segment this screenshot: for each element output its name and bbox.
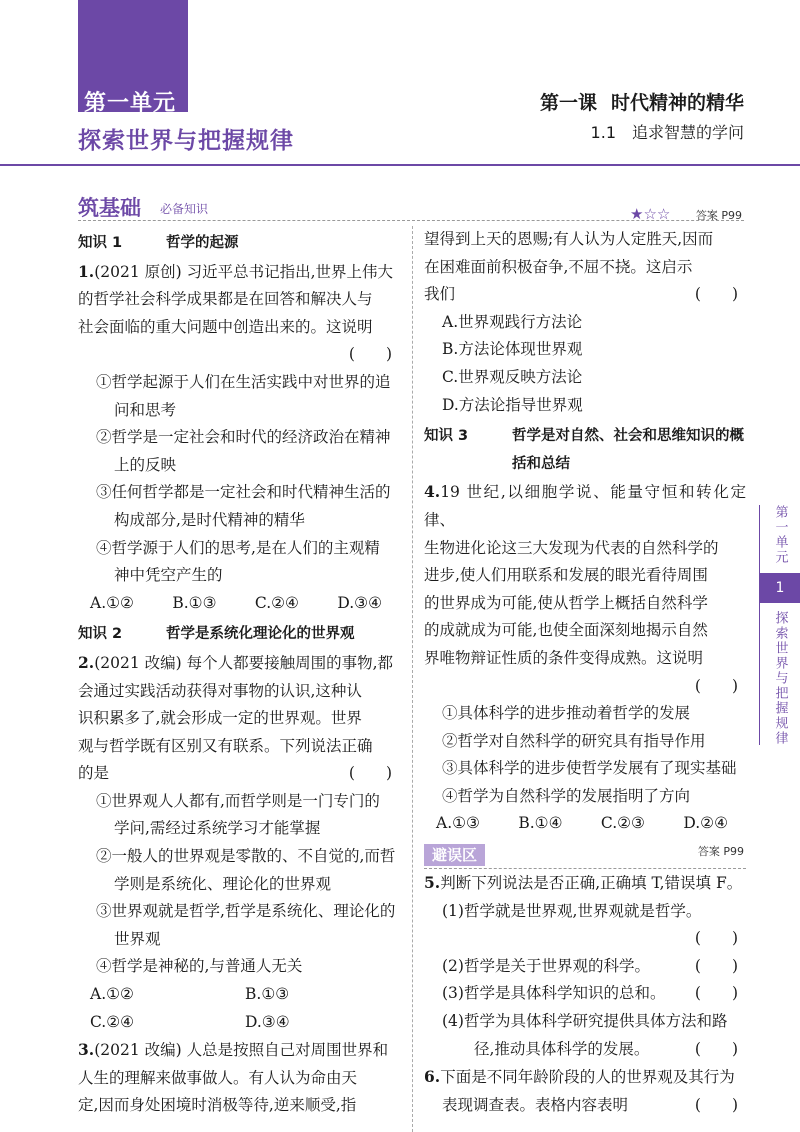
answer-blank[interactable]: ( )	[694, 676, 738, 695]
answer-blank[interactable]: ( )	[694, 1039, 738, 1058]
knowledge-point-3: 知识 3 哲学是对自然、社会和思维知识的概 括和总结	[424, 428, 744, 472]
choice-c[interactable]: C.②③	[600, 814, 645, 833]
lesson-prefix: 第一课	[539, 92, 597, 114]
choices-row	[78, 981, 400, 1009]
statement-4: (4)哲学为具体科学研究提供具体方法和路 径,推动具体科学的发展。 ( )	[424, 1008, 746, 1063]
unit-label: 第一单元	[84, 91, 177, 116]
section-bar-title: 筑基础	[78, 196, 141, 220]
choice-a[interactable]: A.世界观践行方法论	[442, 312, 583, 331]
answer-blank[interactable]: ( )	[694, 984, 738, 1003]
difficulty-stars-icon: ★☆☆	[630, 205, 671, 223]
question-6: 6.下面是不同年龄阶段的人的世界观及其行为 表现调查表。表格内容表明 ( )	[424, 1063, 746, 1119]
right-column	[424, 226, 746, 1119]
choices-row	[78, 590, 400, 618]
choice-a[interactable]: A.①②	[90, 593, 134, 612]
choice-c[interactable]: C.世界观反映方法论	[442, 367, 583, 386]
error-zone-title: 避误区	[424, 844, 485, 866]
option-4: ④哲学源于人们的思考,是在人们的主观精 神中凭空产生的	[96, 538, 380, 585]
answer-blank[interactable]: ( )	[348, 764, 392, 783]
answer-reference: 答案 P99	[695, 209, 742, 222]
statement-3: (3)哲学是具体科学知识的总和。 ( )	[424, 980, 746, 1008]
lesson-title	[540, 88, 744, 115]
column-divider	[412, 226, 413, 1132]
section-bar-tag: 必备知识	[160, 202, 209, 216]
question-2: 2.(2021 改编) 每个人都要接触周围的事物,都 会通过实践活动获得对事物的认识,这种认 识积累多了,就会形成一定的世界观。世界 观与哲学既有区别又有联系。下列说法正确 的是 ( ) ①世界观人人都有,而哲学则是一门专门的 学问,需经过系统学习才能掌握 ②一般人的世界观是零散的、不自觉的,而哲 学则是系统化、理论化的世界观 ③世界观就是哲学,哲学是系统化、理论化的 世界观 ④哲学是神秘的,与普通人无关 A.①② B.①③ C.②④ D.③④	[78, 649, 400, 1036]
side-tab-unit: 第一单元	[772, 505, 788, 565]
answer-reference: 答案 P99	[697, 845, 744, 859]
choice-a[interactable]: A.①②	[90, 985, 134, 1004]
option-4: ④哲学为自然科学的发展指明了方向	[442, 786, 691, 805]
statement-2: (2)哲学是关于世界观的科学。 ( )	[424, 953, 746, 981]
option-1: ①具体科学的进步推动着哲学的发展	[442, 704, 691, 723]
choice-c[interactable]: C.②④	[90, 1012, 135, 1031]
choice-b[interactable]: B.①③	[245, 985, 290, 1004]
section-title: 1.1 追求智慧的学问	[590, 123, 744, 142]
answer-blank[interactable]: ( )	[694, 929, 738, 948]
answer-blank[interactable]: ( )	[348, 345, 392, 364]
option-3: ③任何哲学都是一定社会和时代精神生活的 构成部分,是时代精神的精华	[96, 483, 391, 529]
question-1: 1.(2021 原创) 习近平总书记指出,世界上伟大 的哲学社会科学成果都是在回答和解决人与 社会面临的重大问题中创造出来的。这说明 ( ) ①哲学起源于人们在生活实践中对世界的追 问和思考 ②哲学是一定社会和时代的经济政治在精神 上的反映 ③任何哲学都是一定社会和时代精神生活的 构成部分,是时代精神的精华 ④哲学源于人们的思考,是在人们的主观精 神中凭空产生的 A.①② B.①③ C.②④ D.③④	[78, 258, 400, 618]
side-tab-subtitle: 探索世界与把握规律	[772, 611, 788, 746]
answer-blank[interactable]: ( )	[694, 285, 738, 304]
lesson-name: 时代精神的精华	[610, 92, 744, 114]
choice-c[interactable]: C.②④	[254, 593, 299, 612]
choice-d[interactable]: D.方法论指导世界观	[442, 395, 583, 414]
choice-b[interactable]: B.①③	[172, 593, 217, 612]
side-tab-number: 1	[760, 573, 800, 603]
section-bar-rule	[78, 220, 744, 221]
option-2: ②哲学对自然科学的研究具有指导作用	[442, 731, 706, 750]
question-4: 4.19 世纪,以细胞学说、能量守恒和转化定律、 生物进化论这三大发现为代表的自然科学的 进步,使人们用联系和发展的眼光看待周围 的世界成为可能,使从哲学上概括自然科学 的成就成为可能,也使全面深刻地揭示自然 界唯物辩证性质的条件变得成熟。这说明 ( ) ①具体科学的进步推动着哲学的发展 ②哲学对自然科学的研究具有指导作用 ③具体科学的进步使哲学发展有了现实基础 ④哲学为自然科学的发展指明了方向 A.①③ B.①④ C.②③ D.②④	[424, 478, 746, 838]
choice-a[interactable]: A.①③	[436, 814, 480, 833]
question-3-continued: 望得到上天的恩赐;有人认为人定胜天,因而 在困难面前积极奋争,不屈不挠。这启示 我们 ( ) A.世界观践行方法论 B.方法论体现世界观 C.世界观反映方法论 D.方法论指导世界观	[424, 226, 746, 419]
answer-blank[interactable]: ( )	[694, 1095, 738, 1114]
option-4: ④哲学是神秘的,与普通人无关	[96, 957, 303, 976]
option-2: ②一般人的世界观是零散的、不自觉的,而哲 学则是系统化、理论化的世界观	[96, 847, 396, 893]
left-column	[78, 226, 400, 1120]
choice-d[interactable]: D.③④	[337, 593, 382, 612]
knowledge-point-2: 知识 2 哲学是系统化理论化的世界观	[78, 626, 355, 643]
option-2: ②哲学是一定社会和时代的经济政治在精神 上的反映	[96, 428, 391, 474]
error-zone-header	[424, 838, 746, 869]
option-1: ①哲学起源于人们在生活实践中对世界的追 问和思考	[96, 372, 391, 419]
statement-1: (1)哲学就是世界观,世界观就是哲学。	[442, 901, 702, 920]
option-1: ①世界观人人都有,而哲学则是一门专门的 学问,需经过系统学习才能掌握	[96, 791, 380, 838]
option-3: ③具体科学的进步使哲学发展有了现实基础	[442, 759, 737, 778]
choice-b[interactable]: B.方法论体现世界观	[442, 340, 583, 359]
answer-blank[interactable]: ( )	[694, 956, 738, 975]
choice-d[interactable]: D.②④	[683, 814, 728, 833]
choice-b[interactable]: B.①④	[518, 814, 563, 833]
choices-row	[78, 1009, 400, 1037]
unit-subtitle: 探索世界与把握规律	[78, 128, 294, 154]
question-5: 5.判断下列说法是否正确,正确填 T,错误填 F。 (1)哲学就是世界观,世界观就是哲学。 ( ) (2)哲学是关于世界观的科学。 ( ) (3)哲学是具体科学知识的总和。 ( ) (4)哲学为具体科学研究提供具体方法和路 径,推动具体科学的发展。 ( )	[424, 869, 746, 1063]
option-3: ③世界观就是哲学,哲学是系统化、理论化的 世界观	[96, 902, 396, 948]
choices-row	[424, 810, 746, 838]
header-divider	[0, 164, 800, 166]
question-3: 3.(2021 改编) 人总是按照自己对周围世界和 人生的理解来做事做人。有人认为命由天 定,因而身处困境时消极等待,逆来顺受,指	[78, 1040, 389, 1115]
knowledge-point-1: 知识 1 哲学的起源	[78, 235, 239, 251]
side-tab[interactable]	[760, 505, 800, 746]
choice-d[interactable]: D.③④	[245, 1012, 290, 1031]
